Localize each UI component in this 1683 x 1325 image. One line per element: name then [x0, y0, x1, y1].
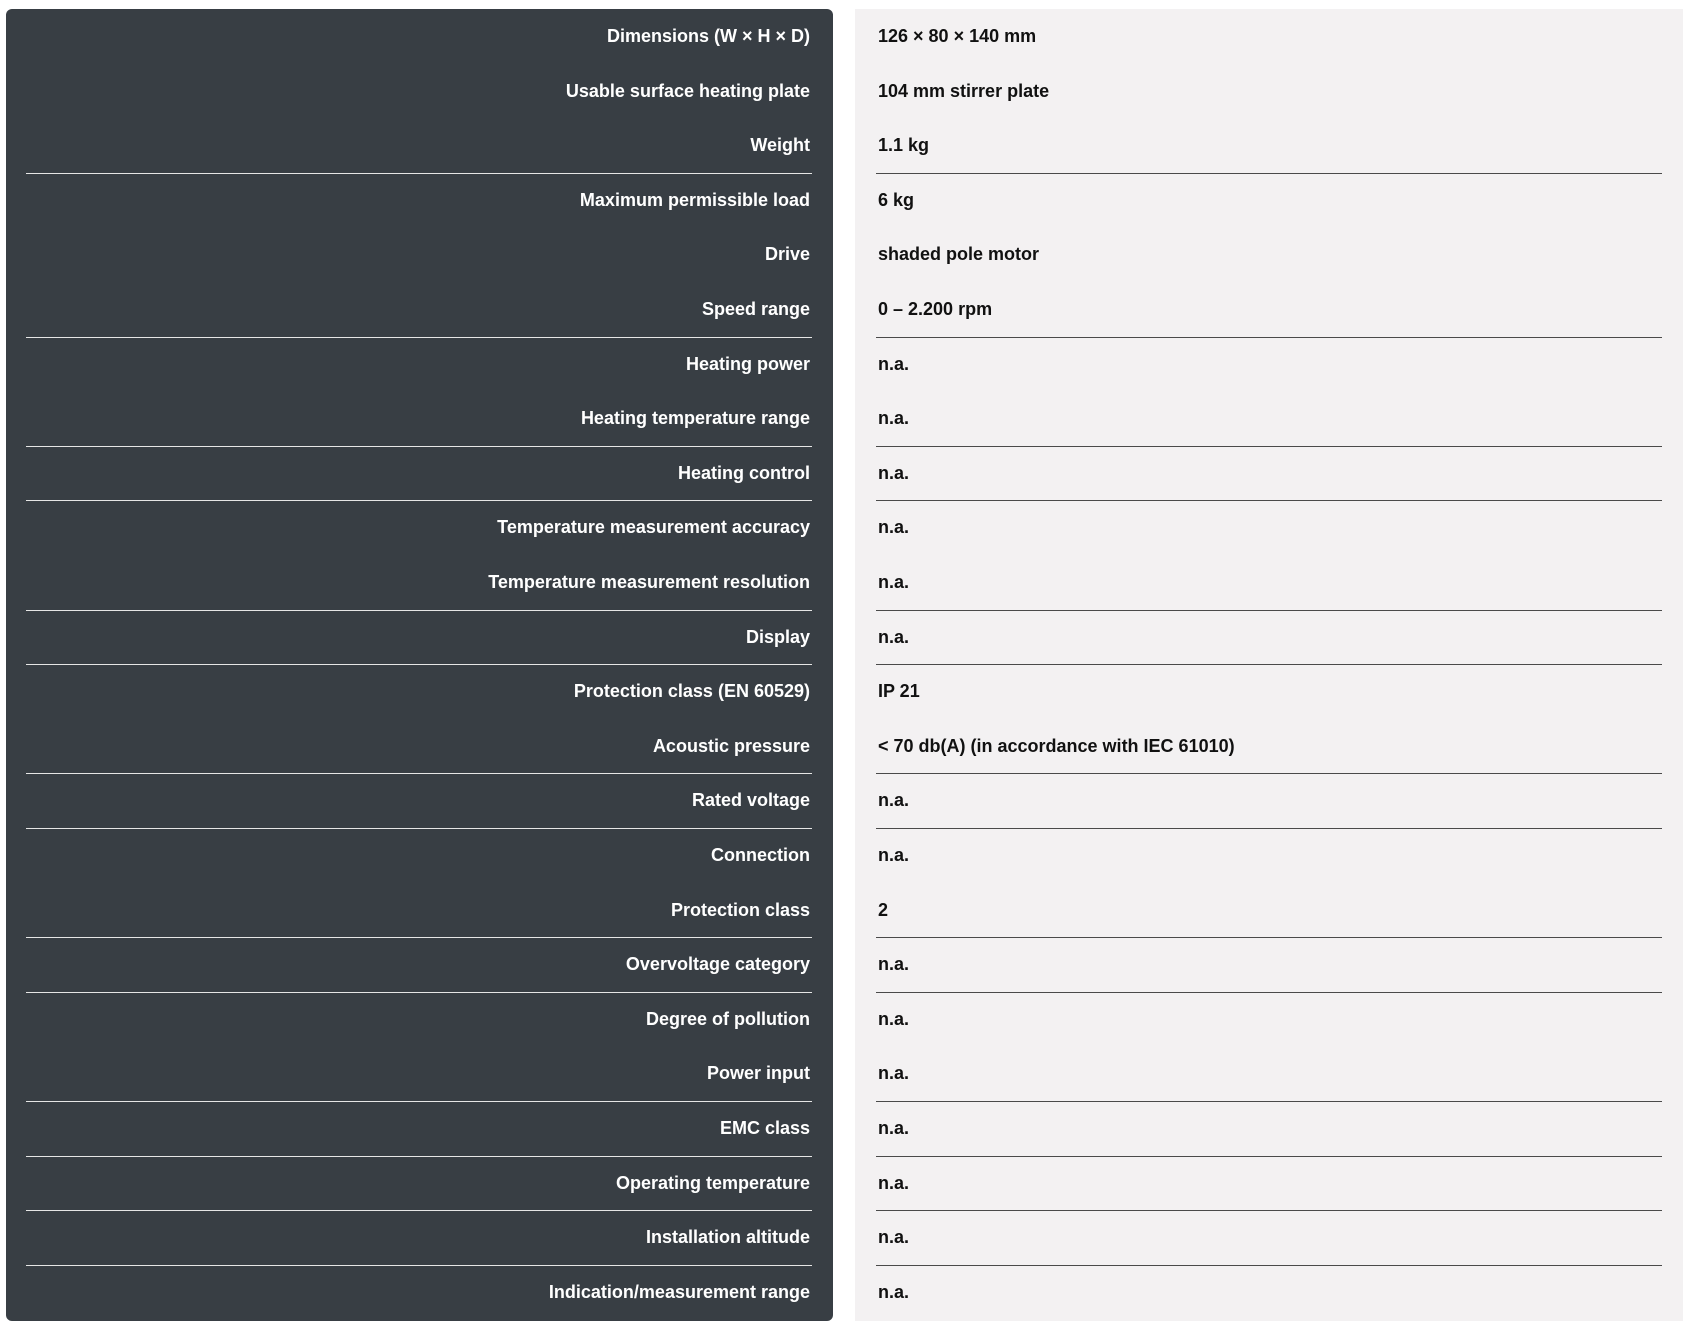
spec-value: 126 × 80 × 140 mm — [878, 26, 1037, 46]
spec-value: n.a. — [878, 572, 910, 592]
spec-label: Maximum permissible load — [579, 189, 810, 210]
spec-row — [0, 227, 1683, 282]
spec-row — [0, 173, 1683, 228]
spec-value: n.a. — [878, 1063, 910, 1084]
spec-value: 6 kg — [878, 189, 915, 210]
spec-row — [0, 391, 1683, 446]
spec-value: IP 21 — [878, 681, 920, 702]
spec-row — [0, 118, 1683, 173]
spec-value: shaded pole motor — [878, 244, 1040, 265]
spec-row — [0, 937, 1683, 992]
spec-label: Dimensions (W × H × D) — [606, 26, 810, 46]
spec-row — [0, 883, 1683, 938]
spec-value: n.a. — [878, 517, 910, 538]
spec-label: Weight — [750, 135, 810, 156]
spec-label: Drive — [764, 244, 810, 265]
spec-label: Operating temperature — [615, 1172, 810, 1193]
spec-row — [0, 282, 1683, 337]
spec-row — [0, 992, 1683, 1047]
spec-label: Temperature measurement resolution — [488, 572, 810, 592]
spec-label: Protection class (EN 60529) — [573, 681, 810, 702]
spec-value: n.a. — [878, 1008, 910, 1029]
spec-row — [0, 9, 1683, 64]
spec-label: Overvoltage category — [625, 954, 810, 975]
spec-value: n.a. — [878, 626, 910, 647]
spec-row — [0, 1210, 1683, 1265]
spec-value: 1.1 kg — [878, 135, 930, 156]
spec-value: 0 – 2.200 rpm — [878, 299, 993, 319]
spec-row — [0, 610, 1683, 665]
spec-row — [0, 1156, 1683, 1211]
spec-label: Degree of pollution — [646, 1008, 810, 1029]
spec-row — [0, 64, 1683, 119]
spec-value: 2 — [878, 899, 889, 920]
spec-value: 104 mm stirrer plate — [878, 80, 1050, 101]
spec-label: Rated voltage — [691, 790, 810, 811]
spec-label: Indication/measurement range — [548, 1281, 810, 1302]
spec-value: n.a. — [878, 1118, 910, 1138]
spec-label: Power input — [707, 1063, 810, 1084]
spec-row — [0, 446, 1683, 501]
spec-value: n.a. — [878, 1172, 910, 1193]
spec-label: Connection — [711, 845, 810, 865]
spec-label: Heating temperature range — [580, 408, 810, 429]
spec-value: n.a. — [878, 1281, 910, 1302]
spec-label: Heating control — [677, 462, 810, 483]
spec-label: Display — [745, 626, 810, 647]
spec-value: < 70 db(A) (in accordance with IEC 61010) — [878, 735, 1235, 756]
spec-row — [0, 337, 1683, 392]
spec-value: n.a. — [878, 845, 910, 865]
spec-value: n.a. — [878, 353, 910, 374]
spec-value: n.a. — [878, 1227, 910, 1248]
spec-row — [0, 1265, 1683, 1320]
spec-row — [0, 555, 1683, 610]
spec-label: Usable surface heating plate — [565, 80, 810, 101]
spec-row — [0, 664, 1683, 719]
spec-value: n.a. — [878, 462, 910, 483]
spec-label: Protection class — [670, 899, 810, 920]
spec-value: n.a. — [878, 790, 910, 811]
spec-row — [0, 773, 1683, 828]
spec-label: Installation altitude — [645, 1227, 810, 1248]
spec-row — [0, 500, 1683, 555]
spec-value: n.a. — [878, 408, 910, 429]
spec-value: n.a. — [878, 954, 910, 975]
spec-label: EMC class — [719, 1118, 810, 1138]
spec-label: Heating power — [685, 353, 810, 374]
spec-label: Speed range — [701, 299, 810, 319]
spec-label: Acoustic pressure — [652, 735, 810, 756]
spec-label: Temperature measurement accuracy — [497, 517, 810, 538]
spec-row — [0, 828, 1683, 883]
spec-row — [0, 1046, 1683, 1101]
spec-row — [0, 719, 1683, 774]
spec-row — [0, 1101, 1683, 1156]
